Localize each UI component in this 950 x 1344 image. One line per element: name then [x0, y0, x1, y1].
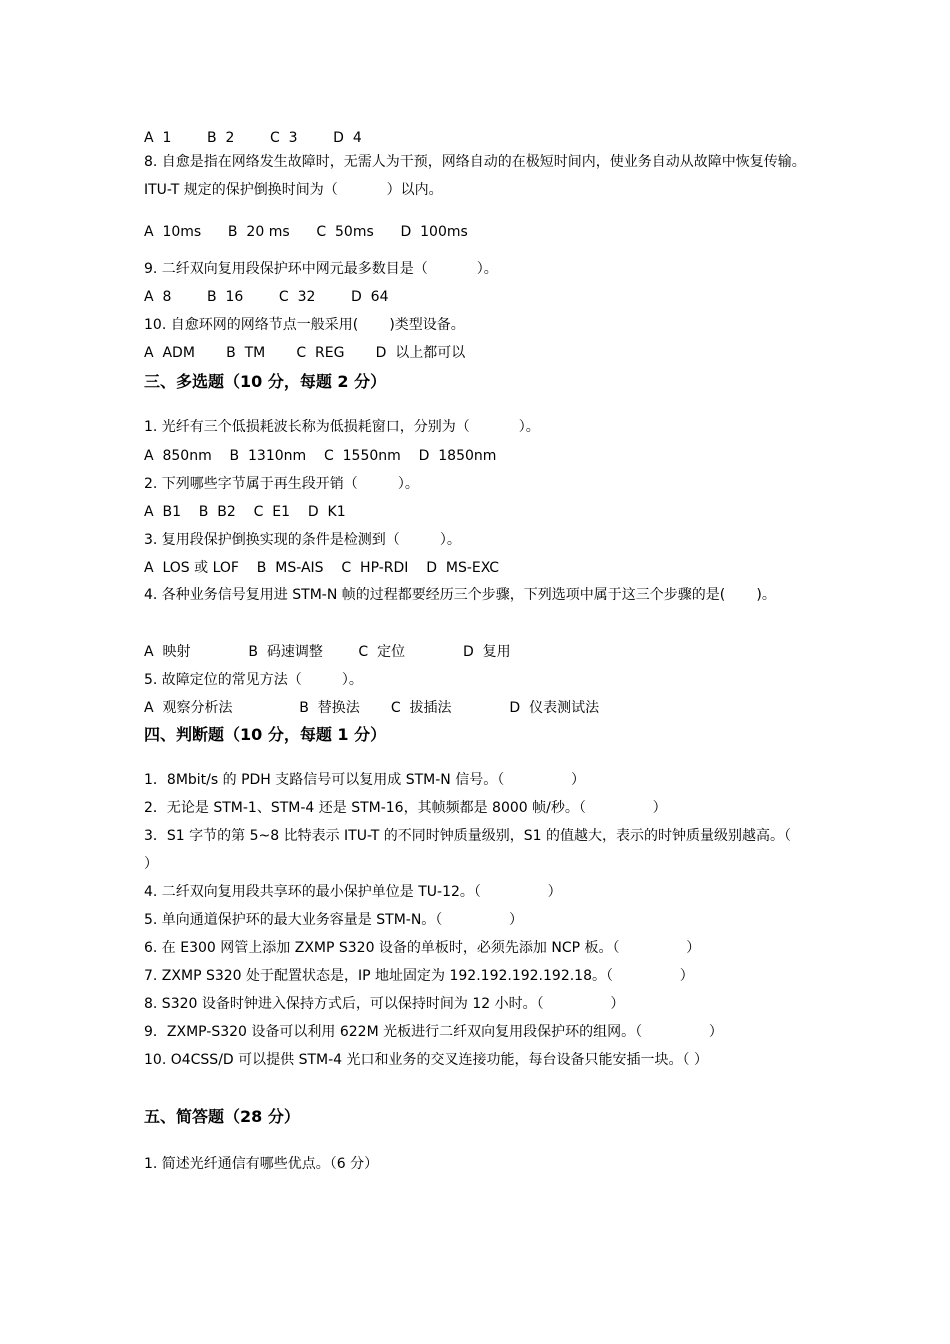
section-heading [144, 371, 814, 393]
question-line [144, 222, 814, 242]
line-text: 2. 下列哪些字节属于再生段开销（ ）。 [144, 476, 419, 492]
line-text: 9．ZXMP-S320 设备可以利用 622M 光板进行二纤双向复用段保护环的组网。（ ） [144, 1024, 723, 1040]
question-line [144, 343, 814, 363]
section-heading [144, 724, 814, 746]
question-line [144, 474, 814, 494]
question-line [144, 822, 858, 878]
line-text: 10. O4CSS/D 可以提供 STM-4 光口和业务的交叉连接功能，每台设备只能安插一块。（ ） [144, 1052, 708, 1068]
line-text: A ADM B TM C REG D 以上都可以 [144, 345, 466, 361]
question-line [144, 642, 814, 662]
line-text: 6. 在 E300 网管上添加 ZXMP S320 设备的单板时，必须先添加 NCP 板。（ ） [144, 940, 701, 956]
line-text: 2．无论是 STM-1、STM-4 还是 STM-16，其帧频都是 8000 帧/秒。（ ） [144, 800, 667, 816]
question-line [144, 910, 814, 930]
line-text: 8. S320 设备时钟进入保持方式后，可以保持时间为 12 小时。（ ） [144, 996, 625, 1012]
line-text: 1．8Mbit/s 的 PDH 支路信号可以复用成 STM-N 信号。（ ） [144, 772, 585, 788]
line-text: 1. 简述光纤通信有哪些优点。（6 分） [144, 1156, 379, 1172]
question-line [144, 1022, 814, 1042]
line-text: A 10ms B 20 ms C 50ms D 100ms [144, 224, 468, 240]
line-text: 三、多选题（10 分，每题 2 分） [144, 372, 387, 391]
question-line [144, 1154, 814, 1174]
question-line [144, 259, 814, 279]
section-heading [144, 1106, 814, 1128]
line-text: 9. 二纤双向复用段保护环中网元最多数目是（ ）。 [144, 261, 498, 277]
line-text: 五、简答题（28 分） [144, 1107, 300, 1126]
line-text: A 850nm B 1310nm C 1550nm D 1850nm [144, 448, 497, 464]
question-line [144, 938, 814, 958]
line-text: 3. 复用段保护倒换实现的条件是检测到（ ）。 [144, 532, 461, 548]
line-text: 3．S1 字节的第 5~8 比特表示 ITU-T 的不同时钟质量级别，S1 的值越大，表示的时钟质量级别越高。（ ） [144, 828, 858, 872]
line-text: A B1 B B2 C E1 D K1 [144, 504, 346, 520]
question-line [144, 148, 814, 204]
line-text: 4. 二纤双向复用段共享环的最小保护单位是 TU-12。（ ） [144, 884, 562, 900]
line-text: A 映射 B 码速调整 C 定位 D 复用 [144, 644, 511, 660]
question-line [144, 446, 814, 466]
line-text: A 1 B 2 C 3 D 4 [144, 130, 362, 146]
line-text: 10. 自愈环网的网络节点一般采用( )类型设备。 [144, 317, 465, 333]
question-line [144, 698, 814, 718]
line-text: 4. 各种业务信号复用进 STM-N 帧的过程都要经历三个步骤，下列选项中属于这三个步骤的是( )。 [144, 587, 776, 603]
question-line [144, 966, 814, 986]
question-line [144, 1046, 814, 1074]
question-line [144, 315, 814, 335]
line-text: 1. 光纤有三个低损耗波长称为低损耗窗口，分别为（ ）。 [144, 419, 540, 435]
question-line [144, 798, 814, 818]
question-line [144, 287, 814, 307]
line-text: A 8 B 16 C 32 D 64 [144, 289, 389, 305]
line-text: 8. 自愈是指在网络发生故障时，无需人为干预，网络自动的在极短时间内，使业务自动从故障中恢复传输。ITU-T 规定的保护倒换时间为（ ）以内。 [144, 154, 806, 198]
line-text: 5. 故障定位的常见方法（ ）。 [144, 672, 363, 688]
question-line [144, 882, 814, 902]
question-line [144, 530, 814, 550]
line-text: A 观察分析法 B 替换法 C 拔插法 D 仪表测试法 [144, 700, 600, 716]
question-line [144, 670, 814, 690]
question-line [144, 417, 814, 437]
line-text: A LOS 或 LOF B MS-AIS C HP-RDI D MS-EXC [144, 560, 500, 576]
line-text: 7. ZXMP S320 处于配置状态是，IP 地址固定为 192.192.192.192.18。（ ） [144, 968, 694, 984]
question-line [144, 581, 814, 609]
question-line [144, 558, 814, 578]
question-line [144, 770, 814, 790]
question-line [144, 128, 814, 148]
line-text: 四、判断题（10 分，每题 1 分） [144, 725, 387, 744]
line-text: 5. 单向通道保护环的最大业务容量是 STM-N。（ ） [144, 912, 524, 928]
question-line [144, 502, 814, 522]
question-line [144, 994, 814, 1014]
